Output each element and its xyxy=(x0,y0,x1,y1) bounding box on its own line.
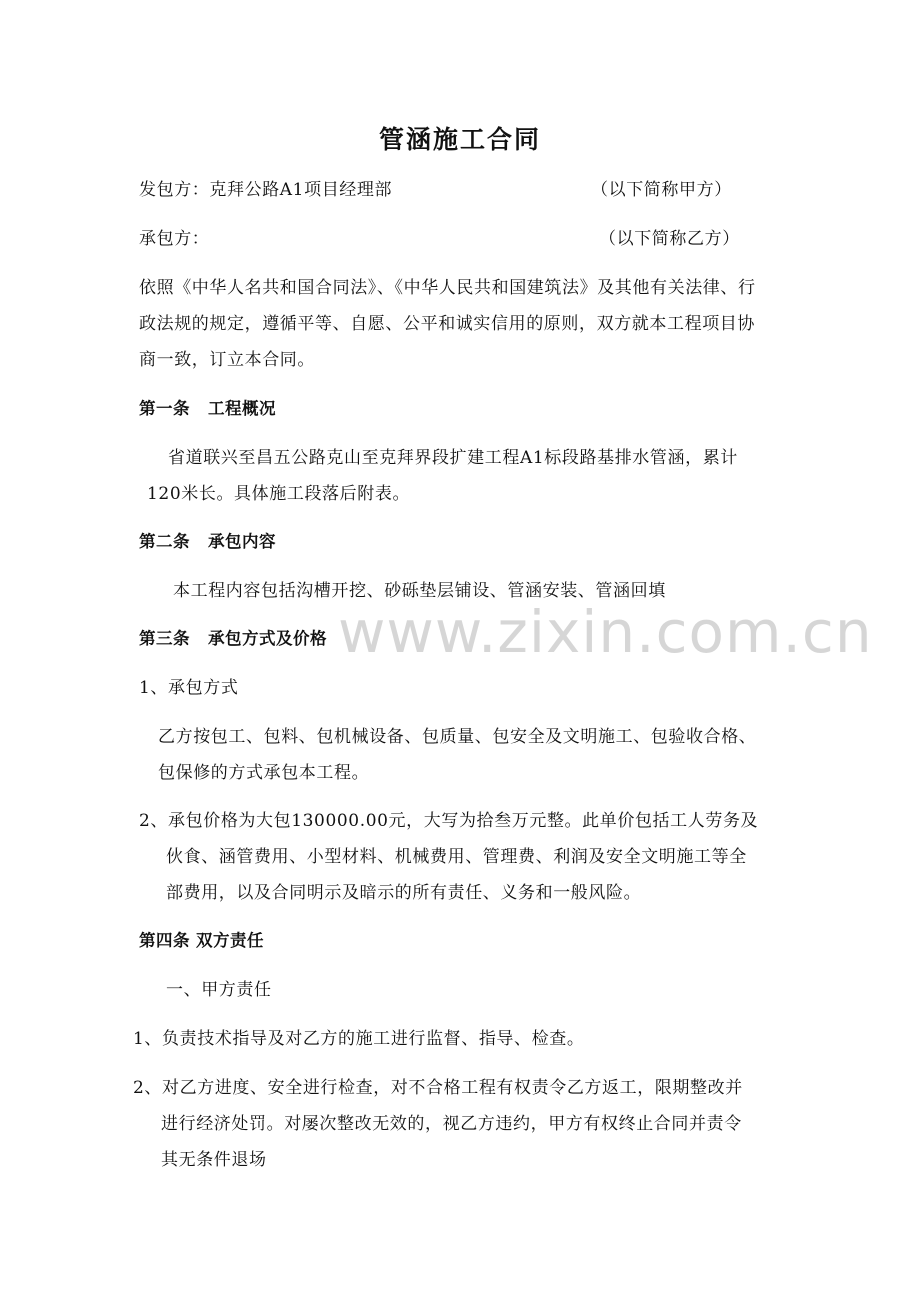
article3-heading xyxy=(139,628,327,650)
article2-number: 第二条 xyxy=(139,532,190,551)
article3-item2-line: 部费用，以及合同明示及暗示的所有责任、义务和一般风险。 xyxy=(166,883,642,903)
article4-title: 双方责任 xyxy=(196,931,264,950)
employer-line: 发包方：克拜公路A1项目经理部 xyxy=(139,180,393,200)
article4-item1: 1、负责技术指导及对乙方的施工进行监督、指导、检查。 xyxy=(133,1029,585,1049)
article4-sub-heading: 一、甲方责任 xyxy=(166,980,272,1000)
preamble-line: 依照《中华人名共和国合同法》、《中华人民共和国建筑法》及其他有关法律、行 xyxy=(139,278,756,298)
article3-title: 承包方式及价格 xyxy=(208,629,327,648)
article3-number: 第三条 xyxy=(139,629,190,648)
article1-line: 省道联兴至昌五公路克山至克拜界段扩建工程A1标段路基排水管涵，累计 xyxy=(168,448,738,468)
article4-heading xyxy=(139,930,264,952)
article2-title: 承包内容 xyxy=(208,532,276,551)
article4-item2-line: 其无条件退场 xyxy=(161,1150,267,1170)
article4-item2-line: 进行经济处罚。对屡次整改无效的，视乙方违约，甲方有权终止合同并责令 xyxy=(161,1114,742,1134)
document-title: 管涵施工合同 xyxy=(378,125,541,154)
article2-line: 本工程内容包括沟槽开挖、砂砾垫层铺设、管涵安装、管涵回填 xyxy=(173,581,666,601)
article1-number: 第一条 xyxy=(139,399,190,418)
preamble-line: 政法规的规定，遵循平等、自愿、公平和诚实信用的原则，双方就本工程项目协 xyxy=(139,314,755,334)
article3-item2-line: 2、承包价格为大包130000.00元，大写为拾叁万元整。此单价包括工人劳务及 xyxy=(139,811,759,831)
employer-note: （以下简称甲方） xyxy=(591,180,732,200)
article3-item1-heading: 1、承包方式 xyxy=(139,678,239,698)
article4-item2-line: 2、对乙方进度、安全进行检查，对不合格工程有权责令乙方返工，限期整改并 xyxy=(133,1078,743,1098)
article3-item2-line: 伙食、涵管费用、小型材料、机械费用、管理费、利润及安全文明施工等全 xyxy=(166,847,747,867)
article3-item1-line: 乙方按包工、包料、包机械设备、包质量、包安全及文明施工、包验收合格、 xyxy=(158,727,757,747)
article1-line: 120米长。具体施工段落后附表。 xyxy=(147,484,411,504)
article1-title: 工程概况 xyxy=(208,399,276,418)
article3-item1-line: 包保修的方式承包本工程。 xyxy=(158,763,370,783)
contractor-line: 承包方： xyxy=(139,229,210,249)
article2-heading xyxy=(139,531,276,553)
contractor-note: （以下简称乙方） xyxy=(599,229,740,249)
watermark: www.zixin.com.cn xyxy=(338,598,873,666)
article1-heading xyxy=(139,398,276,420)
preamble-line: 商一致，订立本合同。 xyxy=(139,350,315,370)
article4-number: 第四条 xyxy=(139,931,190,950)
